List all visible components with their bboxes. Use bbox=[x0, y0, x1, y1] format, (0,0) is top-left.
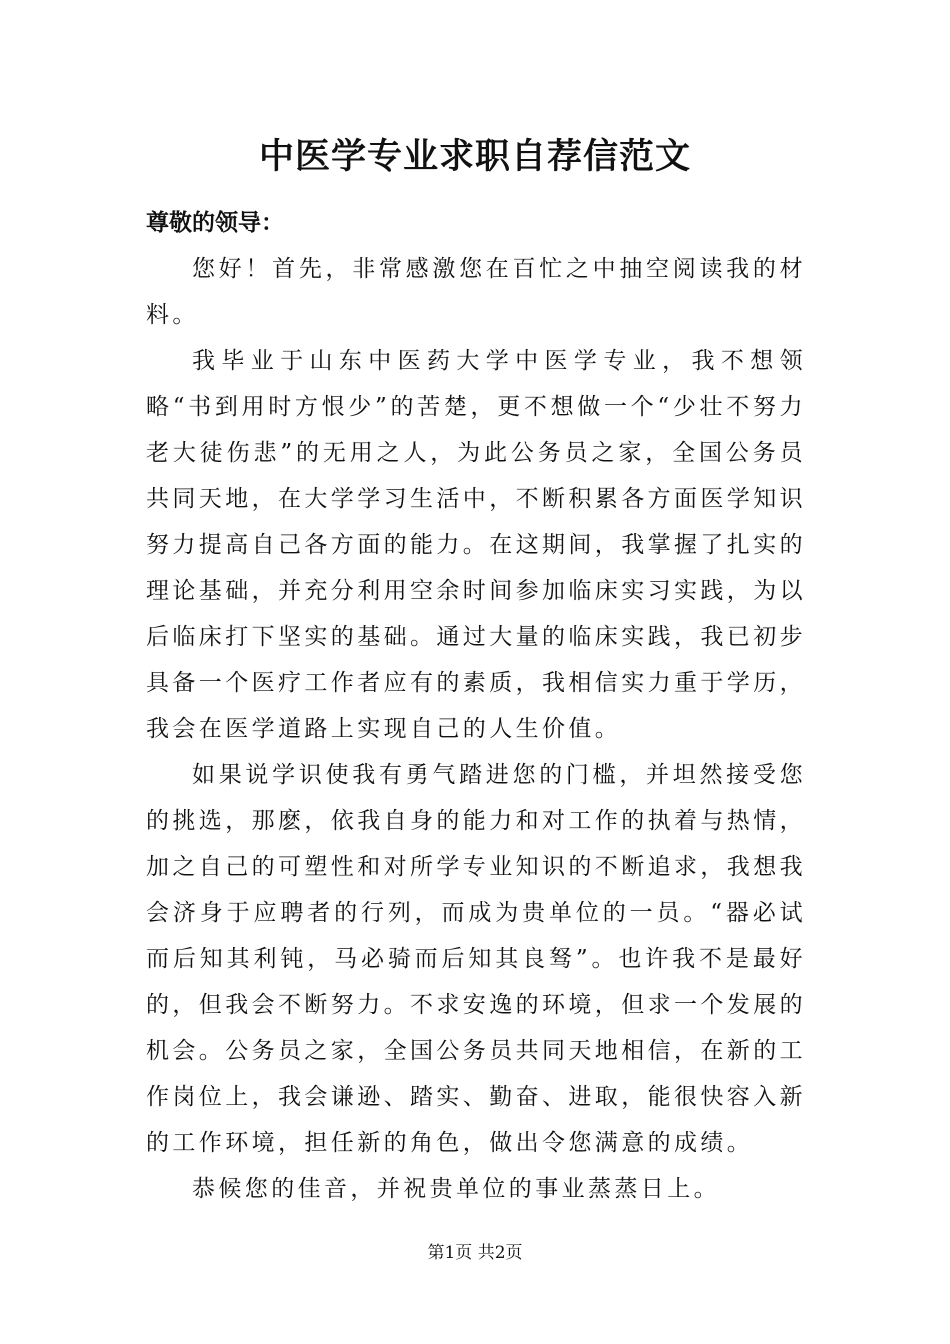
salutation: 尊敬的领导： bbox=[146, 209, 284, 236]
paragraph-education: 我毕业于山东中医药大学中医学专业，我不想领略“书到用时方恨少”的苦楚，更不想做一个“少壮不努力老大徒伤悲”的无用之人，为此公务员之家，全国公务员共同天地，在大学学习生活中，不断积累各方面医学知识努力提高自己各方面的能力。在这期间，我掌握了扎实的理论基础，并充分利用空余时间参加临床实习实践，为以后临床打下坚实的基础。通过大量的临床实践，我已初步具备一个医疗工作者应有的素质，我相信实力重于学历，我会在医学道路上实现自己的人生价值。 bbox=[146, 348, 806, 742]
paragraph-greeting: 您好！首先，非常感激您在百忙之中抽空阅读我的材料。 bbox=[146, 256, 806, 328]
letter-body bbox=[146, 246, 806, 1212]
paragraph-application: 如果说学识使我有勇气踏进您的门槛，并坦然接受您的挑选，那麽，依我自身的能力和对工作的执着与热情，加之自己的可塑性和对所学专业知识的不断追求，我想我会济身于应聘者的行列，而成为贵单位的一员。“器必试而后知其利钝，马必骑而后知其良驽”。也许我不是最好的，但我会不断努力。不求安逸的环境，但求一个发展的机会。公务员之家，全国公务员共同天地相信，在新的工作岗位上，我会谦逊、踏实、勤奋、进取，能很快容入新的工作环境，担任新的角色，做出令您满意的成绩。 bbox=[146, 762, 806, 1156]
paragraph-closing: 恭候您的佳音，并祝贵单位的事业蒸蒸日上。 bbox=[192, 1176, 720, 1202]
document-title: 中医学专业求职自荐信范文 bbox=[258, 136, 691, 177]
page-number: 第1页 共2页 bbox=[427, 1243, 523, 1263]
